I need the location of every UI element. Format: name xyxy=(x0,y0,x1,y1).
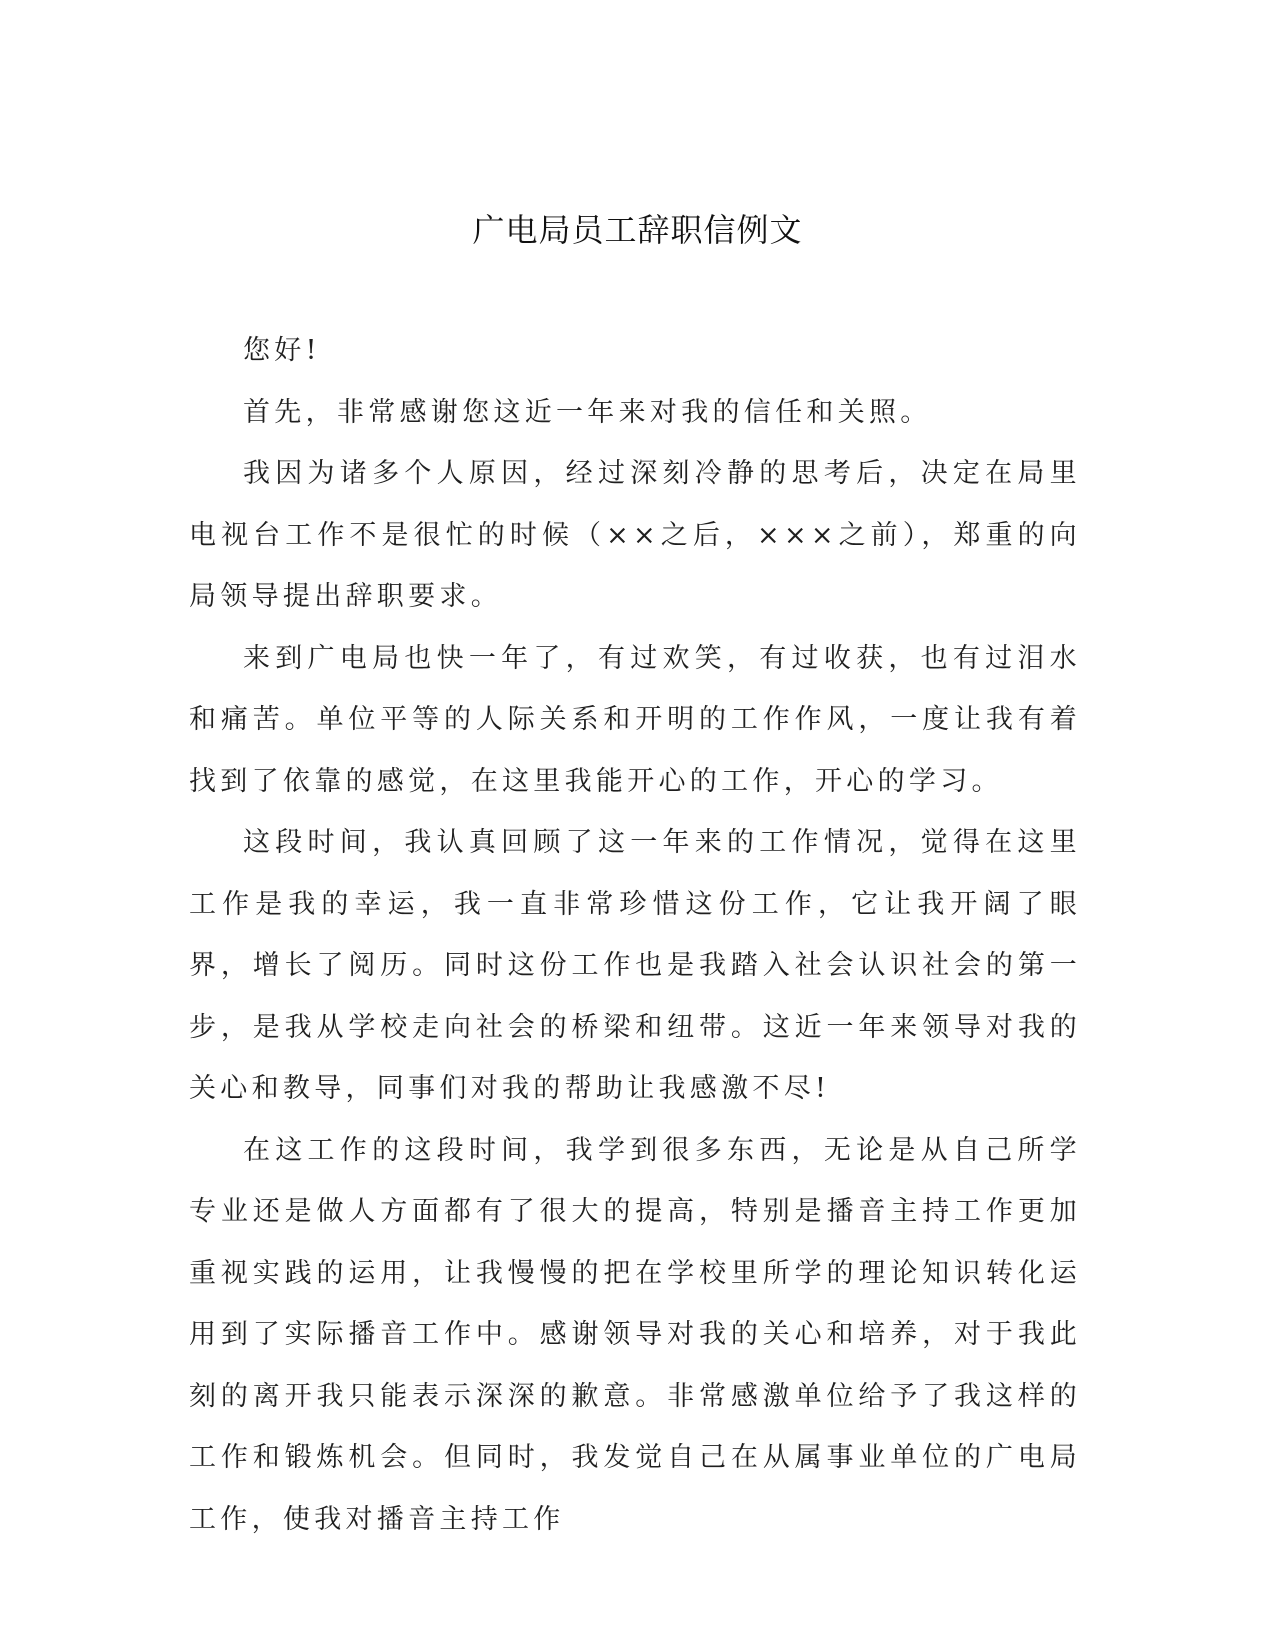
body-paragraph: 来到广电局也快一年了，有过欢笑，有过收获，也有过泪水和痛苦。单位平等的人际关系和开明的工作作风，一度让我有着找到了依靠的感觉，在这里我能开心的工作，开心的学习。 xyxy=(189,642,1081,797)
body-paragraph: 这段时间，我认真回顾了这一年来的工作情况，觉得在这里工作是我的幸运，我一直非常珍惜这份工作，它让我开阔了眼界，增长了阅历。同时这份工作也是我踏入社会认识社会的第一步，是我从学校走向社会的桥梁和纽带。这近一年来领导对我的关心和教导，同事们对我的帮助让我感激不尽! xyxy=(189,827,1081,1104)
document-body xyxy=(189,320,1081,1550)
body-paragraph: 首先，非常感谢您这近一年来对我的信任和关照。 xyxy=(243,396,932,428)
body-paragraph: 我因为诸多个人原因，经过深刻冷静的思考后，决定在局里电视台工作不是很忙的时候（××之后，×××之前），郑重的向局领导提出辞职要求。 xyxy=(189,458,1081,612)
document-title: 广电局员工辞职信例文 xyxy=(472,211,803,249)
greeting-paragraph: 您好! xyxy=(243,335,321,366)
body-paragraph: 在这工作的这段时间，我学到很多东西，无论是从自己所学专业还是做人方面都有了很大的提高，特别是播音主持工作更加重视实践的运用，让我慢慢的把在学校里所学的理论知识转化运用到了实际播音工作中。感谢领导对我的关心和培养，对于我此刻的离开我只能表示深深的歉意。非常感激单位给予了我这样的工作和锻炼机会。但同时，我发觉自己在从属事业单位的广电局工作，使我对播音主持工作 xyxy=(189,1134,1081,1535)
